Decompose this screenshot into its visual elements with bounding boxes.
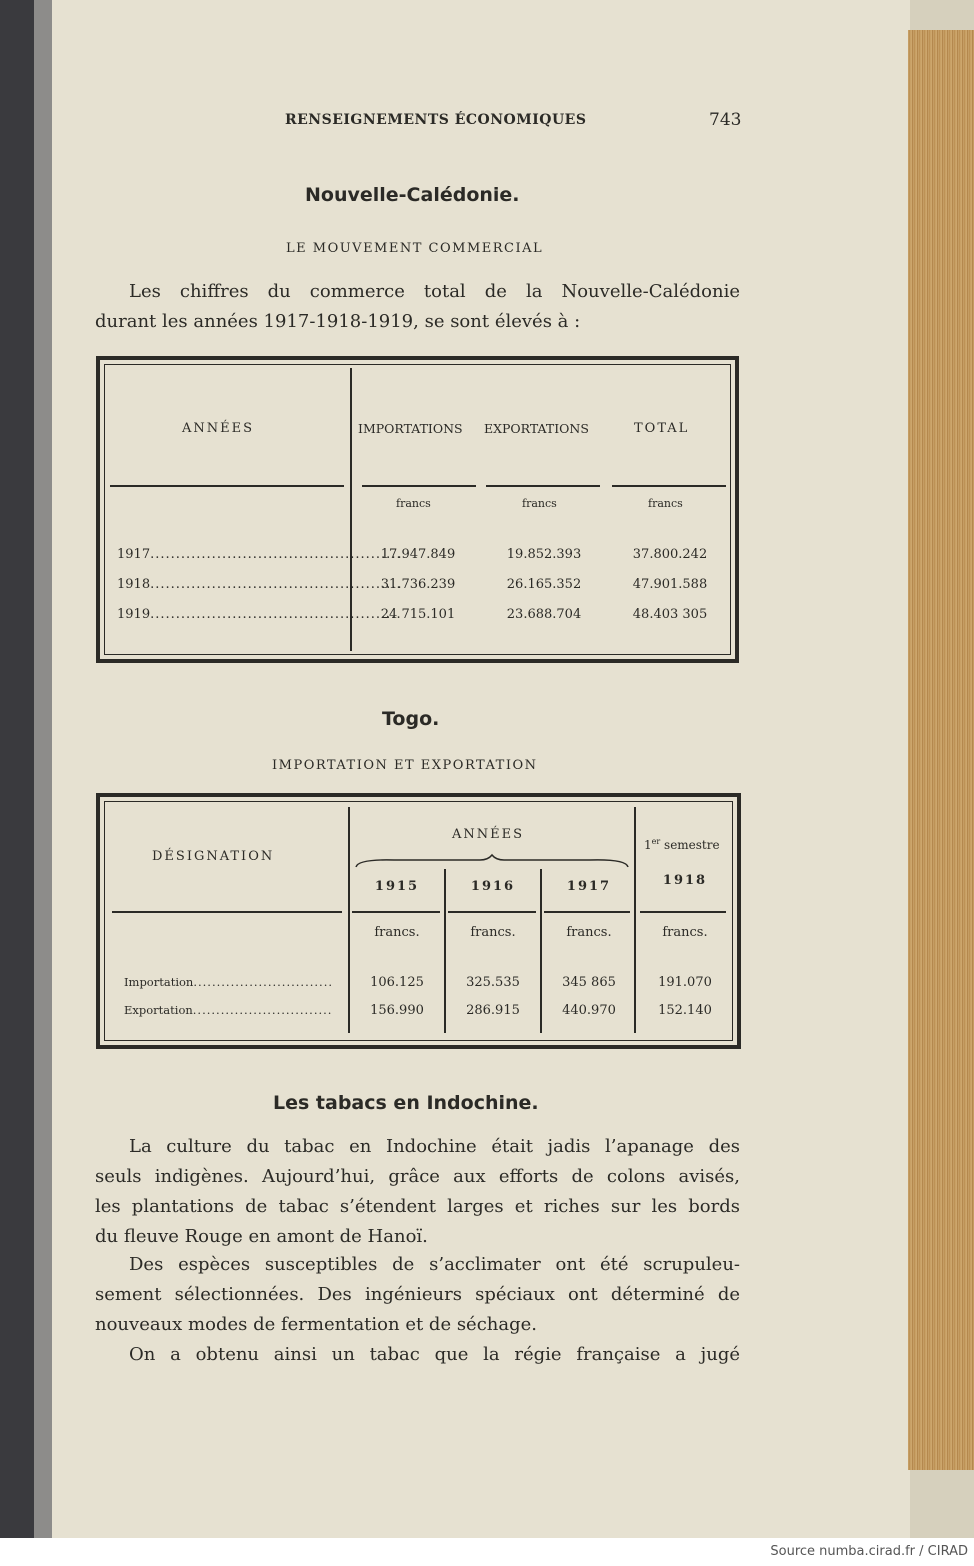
p2-line-1: Des espèces susceptibles de s’acclimater ont été scrupuleu-: [129, 1254, 740, 1275]
cell-export-1918: 26.165.352: [506, 577, 582, 592]
header-importations: IMPORTATIONS: [358, 421, 463, 436]
section-subtitle-import-export: IMPORTATION ET EXPORTATION: [272, 758, 538, 773]
section-subtitle-mouvement: LE MOUVEMENT COMMERCIAL: [286, 241, 544, 256]
cell-import-1918: 31.736.239: [380, 577, 456, 592]
year-1915: 1915: [374, 879, 420, 894]
intro-paragraph: [95, 277, 740, 337]
p1-line-3: les plantations de tabac s’étendent larges et riches sur les bords: [95, 1196, 740, 1217]
unit-exportations: francs: [522, 497, 557, 510]
source-credit: Source numba.cirad.fr / CIRAD: [770, 1544, 968, 1559]
unit-importations: francs: [396, 497, 431, 510]
header-rule-designation: [112, 911, 342, 913]
header-rule-years: [110, 485, 344, 487]
cell-import-1915: 106.125: [370, 975, 424, 990]
cell-import-1916: 325.535: [466, 975, 520, 990]
paragraph-2: [95, 1250, 740, 1340]
header-total: TOTAL: [634, 421, 690, 436]
unit-1916: francs.: [470, 925, 516, 940]
header-rule-exports: [486, 485, 600, 487]
cell-total-1918: 47.901.588: [632, 577, 708, 592]
column-divider-1: [348, 807, 350, 1033]
year-label: 1918: [117, 577, 151, 592]
cell-total-1917: 37.800.242: [632, 547, 708, 562]
column-divider-4: [634, 807, 636, 1033]
section-title-togo: Togo.: [382, 708, 440, 730]
row-label-importation: Importation..............................: [124, 975, 334, 989]
cell-import-1917: 345 865: [562, 975, 616, 990]
year-1917: 1917: [566, 879, 612, 894]
header-designation: DÉSIGNATION: [152, 849, 275, 864]
cell-total-1919: 48.403 305: [632, 607, 708, 622]
row-year-1918: 1918.................................................: [117, 577, 402, 592]
header-annees: ANNÉES: [452, 827, 525, 842]
semester-word: semestre: [664, 838, 720, 852]
binding-edge: [34, 0, 52, 1538]
trade-table-togo: [96, 793, 741, 1049]
year-label: 1917: [117, 547, 151, 562]
intro-line-1: Les chiffres du commerce total de la Nouvelle-Calédonie: [129, 281, 740, 302]
page-number: 743: [709, 110, 742, 130]
paragraph-1: [95, 1132, 740, 1252]
p1-line-2: seuls indigènes. Aujourd’hui, grâce aux efforts de colons avisés,: [95, 1166, 740, 1187]
header-rule-total: [612, 485, 726, 487]
column-divider-3: [540, 869, 542, 1033]
p3-line-1: On a obtenu ainsi un tabac que la régie française a jugé: [129, 1344, 740, 1365]
header-semestre: [644, 837, 720, 852]
paragraph-3: [95, 1340, 740, 1370]
unit-1918: francs.: [662, 925, 708, 940]
section-title-tabacs: Les tabacs en Indochine.: [273, 1092, 539, 1114]
years-brace: [354, 855, 630, 869]
header-rule-imports: [362, 485, 476, 487]
unit-1915: francs.: [374, 925, 420, 940]
semester-number: 1: [644, 838, 652, 852]
header-rule-1918: [640, 911, 726, 913]
year-1918: 1918: [662, 873, 708, 888]
cell-export-1917: 440.970: [562, 1003, 616, 1018]
running-head: RENSEIGNEMENTS ÉCONOMIQUES: [285, 112, 587, 128]
row-year-1919: 1919.................................................: [117, 607, 402, 622]
header-exportations: EXPORTATIONS: [484, 421, 589, 436]
cell-import-1917: 17.947.849: [380, 547, 456, 562]
cell-import-1919: 24 715.101: [380, 607, 456, 622]
row-label-exportation: Exportation..............................: [124, 1003, 333, 1017]
section-title-nouvelle-caledonie: Nouvelle-Calédonie.: [305, 184, 520, 206]
label-text: Importation: [124, 975, 194, 989]
label-text: Exportation: [124, 1003, 193, 1017]
cell-import-1918: 191.070: [658, 975, 712, 990]
header-rule-1917: [544, 911, 630, 913]
row-year-1917: 1917.................................................: [117, 547, 402, 562]
semester-ordinal: er: [651, 837, 661, 846]
header-rule-1916: [448, 911, 536, 913]
intro-line-2: durant les années 1917-1918-1919, se sont élevés à :: [95, 311, 581, 332]
cell-export-1917: 19.852.393: [506, 547, 582, 562]
page-edges: [908, 30, 974, 1470]
cell-export-1919: 23.688.704: [506, 607, 582, 622]
p2-line-3: nouveaux modes de fermentation et de séchage.: [95, 1314, 538, 1335]
p1-line-4: du fleuve Rouge en amont de Hanoï.: [95, 1226, 428, 1247]
unit-1917: francs.: [566, 925, 612, 940]
cell-export-1915: 156.990: [370, 1003, 424, 1018]
unit-total: francs: [648, 497, 683, 510]
header-annees: ANNÉES: [182, 421, 255, 436]
column-divider-2: [444, 869, 446, 1033]
trade-table-nouvelle-caledonie: [96, 356, 739, 663]
year-1916: 1916: [470, 879, 516, 894]
p2-line-2: sement sélectionnées. Des ingénieurs spéciaux ont déterminé de: [95, 1284, 740, 1305]
header-rule-1915: [352, 911, 440, 913]
cell-export-1918: 152.140: [658, 1003, 712, 1018]
year-label: 1919: [117, 607, 151, 622]
p1-line-1: La culture du tabac en Indochine était jadis l’apanage des: [129, 1136, 740, 1157]
cell-export-1916: 286.915: [466, 1003, 520, 1018]
